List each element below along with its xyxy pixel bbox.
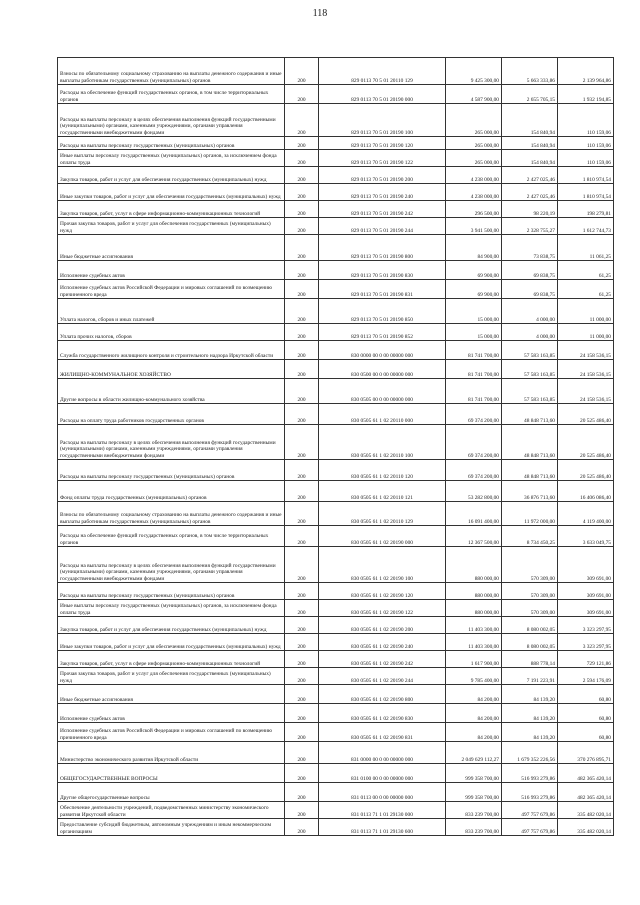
row-unexecuted-amount: 1 810 974,54 xyxy=(558,167,614,184)
row-approved-amount: 84 200,00 xyxy=(446,685,502,704)
table-row xyxy=(58,583,614,600)
row-unexecuted-amount: 20 525 486,40 xyxy=(558,425,614,460)
row-classification-code: 830 0505 61 1 02 20190 120 xyxy=(319,583,446,600)
table-row xyxy=(58,218,614,235)
row-executed-amount: 497 757 679,86 xyxy=(502,819,558,836)
row-executed-amount: 48 848 713,60 xyxy=(502,425,558,460)
row-admin-code: 200 xyxy=(285,704,319,723)
row-executed-amount: 7 191 223,91 xyxy=(502,668,558,685)
row-classification-code: 830 0505 61 1 02 20190 830 xyxy=(319,704,446,723)
table-row xyxy=(58,802,614,819)
row-executed-amount: 2 427 025,46 xyxy=(502,167,558,184)
row-executed-amount: 57 583 163,85 xyxy=(502,360,558,379)
row-approved-amount: 69 900,00 xyxy=(446,261,502,280)
table-row xyxy=(58,526,614,547)
row-unexecuted-amount: 20 525 486,40 xyxy=(558,404,614,425)
row-classification-code: 831 0113 00 0 00 00000 000 xyxy=(319,783,446,802)
row-name: Служба государственного жилищного контроля и строительного надзора Иркутской области xyxy=(58,341,285,360)
budget-execution-table xyxy=(57,57,614,836)
row-executed-amount: 4 000,00 xyxy=(502,299,558,324)
row-executed-amount: 570 309,00 xyxy=(502,547,558,583)
row-admin-code: 200 xyxy=(285,723,319,742)
table-row xyxy=(58,502,614,526)
table-row xyxy=(58,341,614,360)
row-admin-code: 200 xyxy=(285,651,319,668)
row-name: Прочая закупка товаров, работ и услуг для обеспечения государственных (муниципальных) нужд xyxy=(58,218,285,235)
row-approved-amount: 69 900,00 xyxy=(446,280,502,299)
row-classification-code: 829 0113 70 5 01 20190 100 xyxy=(319,104,446,137)
row-admin-code: 200 xyxy=(285,341,319,360)
table-body xyxy=(58,58,614,836)
row-approved-amount: 4 238 000,00 xyxy=(446,184,502,201)
table-row xyxy=(58,280,614,299)
row-classification-code: 830 0505 61 1 02 20190 200 xyxy=(319,617,446,634)
row-classification-code: 830 0505 61 1 02 20110 000 xyxy=(319,404,446,425)
table-row xyxy=(58,704,614,723)
row-unexecuted-amount: 11 000,00 xyxy=(558,324,614,341)
row-classification-code: 830 0505 61 1 02 20110 129 xyxy=(319,502,446,526)
row-approved-amount: 880 000,00 xyxy=(446,600,502,617)
row-name: Взносы по обязательному социальному страхованию на выплаты денежного содержания и иные выплаты работникам государственных (муниципальных) органов xyxy=(58,502,285,526)
row-classification-code: 830 0505 61 1 02 20190 800 xyxy=(319,685,446,704)
row-executed-amount: 84 139,20 xyxy=(502,723,558,742)
table-row xyxy=(58,764,614,783)
row-unexecuted-amount: 24 158 536,15 xyxy=(558,379,614,404)
row-unexecuted-amount: 60,80 xyxy=(558,723,614,742)
row-unexecuted-amount: 3 633 049,75 xyxy=(558,526,614,547)
row-unexecuted-amount: 20 525 486,40 xyxy=(558,460,614,481)
row-name: Исполнение судебных актов Российской Федерации и мировых соглашений по возмещению причиненного вреда xyxy=(58,723,285,742)
row-approved-amount: 81 741 700,00 xyxy=(446,379,502,404)
row-unexecuted-amount: 335 482 020,14 xyxy=(558,802,614,819)
row-approved-amount: 9 425 300,00 xyxy=(446,58,502,85)
row-approved-amount: 4 238 000,00 xyxy=(446,167,502,184)
row-unexecuted-amount: 24 158 536,15 xyxy=(558,341,614,360)
row-executed-amount: 69 838,75 xyxy=(502,261,558,280)
table-row xyxy=(58,651,614,668)
row-unexecuted-amount: 61,25 xyxy=(558,280,614,299)
row-name: Исполнение судебных актов xyxy=(58,261,285,280)
row-executed-amount: 8 080 002,05 xyxy=(502,617,558,634)
row-classification-code: 829 0113 70 5 01 20110 129 xyxy=(319,58,446,85)
table-row xyxy=(58,85,614,104)
row-admin-code: 200 xyxy=(285,150,319,167)
row-unexecuted-amount: 61,25 xyxy=(558,261,614,280)
row-approved-amount: 16 091 400,00 xyxy=(446,502,502,526)
row-classification-code: 829 0113 70 5 01 20190 244 xyxy=(319,218,446,235)
page-number: 118 xyxy=(312,8,328,19)
row-approved-amount: 69 374 200,00 xyxy=(446,425,502,460)
table-row xyxy=(58,167,614,184)
table-row xyxy=(58,783,614,802)
row-classification-code: 829 0113 70 5 01 20190 242 xyxy=(319,201,446,218)
row-approved-amount: 296 500,00 xyxy=(446,201,502,218)
row-executed-amount: 570 309,00 xyxy=(502,600,558,617)
row-admin-code: 200 xyxy=(285,104,319,137)
table-row xyxy=(58,634,614,651)
row-admin-code: 200 xyxy=(285,58,319,85)
row-name: Закупка товаров, работ и услуг для обеспечения государственных (муниципальных) нужд xyxy=(58,617,285,634)
row-name: Иные бюджетные ассигнования xyxy=(58,235,285,261)
row-approved-amount: 880 000,00 xyxy=(446,583,502,600)
row-executed-amount: 497 757 679,86 xyxy=(502,802,558,819)
row-admin-code: 200 xyxy=(285,783,319,802)
row-classification-code: 829 0113 70 5 01 20190 831 xyxy=(319,280,446,299)
row-executed-amount: 73 838,75 xyxy=(502,235,558,261)
row-name: Расходы на выплаты персоналу государственных (муниципальных) органов xyxy=(58,583,285,600)
table-row xyxy=(58,819,614,836)
row-name: Расходы на выплаты персоналу в целях обеспечения выполнения функций государственными (муниципальными) органами, казенными учреждениями, органами управления государственными внебюджетными фондами xyxy=(58,425,285,460)
row-classification-code: 830 0000 00 0 00 00000 000 xyxy=(319,341,446,360)
row-approved-amount: 265 000,00 xyxy=(446,137,502,150)
row-admin-code: 200 xyxy=(285,617,319,634)
row-unexecuted-amount: 60,80 xyxy=(558,704,614,723)
row-admin-code: 200 xyxy=(285,137,319,150)
row-executed-amount: 36 876 713,60 xyxy=(502,481,558,502)
row-admin-code: 200 xyxy=(285,526,319,547)
row-admin-code: 200 xyxy=(285,379,319,404)
row-name: Взносы по обязательному социальному страхованию на выплаты денежного содержания и иные выплаты работникам государственных (муниципальных) органов xyxy=(58,58,285,85)
row-executed-amount: 5 663 333,86 xyxy=(502,58,558,85)
row-approved-amount: 265 000,00 xyxy=(446,150,502,167)
row-executed-amount: 4 000,00 xyxy=(502,324,558,341)
row-name: Министерство экономического развития Иркутской области xyxy=(58,742,285,764)
row-admin-code: 200 xyxy=(285,425,319,460)
row-approved-amount: 4 587 900,00 xyxy=(446,85,502,104)
row-name: Иные бюджетные ассигнования xyxy=(58,685,285,704)
row-classification-code: 829 0113 70 5 01 20190 120 xyxy=(319,137,446,150)
row-unexecuted-amount: 4 119 400,00 xyxy=(558,502,614,526)
table-row xyxy=(58,360,614,379)
table-row xyxy=(58,58,614,85)
row-unexecuted-amount: 729 121,86 xyxy=(558,651,614,668)
row-admin-code: 200 xyxy=(285,583,319,600)
row-name: Расходы на выплаты персоналу в целях обеспечения выполнения функций государственными (муниципальными) органами, казенными учреждениями, органами управления государственными внебюджетными фондами xyxy=(58,547,285,583)
row-approved-amount: 15 000,00 xyxy=(446,324,502,341)
row-classification-code: 831 0100 00 0 00 00000 000 xyxy=(319,764,446,783)
row-name: Другие общегосударственные вопросы xyxy=(58,783,285,802)
row-approved-amount: 999 358 700,00 xyxy=(446,764,502,783)
table-row xyxy=(58,104,614,137)
row-classification-code: 830 0505 61 1 02 20190 242 xyxy=(319,651,446,668)
row-executed-amount: 516 993 279,86 xyxy=(502,783,558,802)
row-name: Прочая закупка товаров, работ и услуг для обеспечения государственных (муниципальных) нужд xyxy=(58,668,285,685)
table-row xyxy=(58,600,614,617)
row-name: Предоставление субсидий бюджетным, автономным учреждениям и иным некоммерческим организациям xyxy=(58,819,285,836)
row-unexecuted-amount: 3 323 297,95 xyxy=(558,617,614,634)
row-classification-code: 831 0113 71 1 01 29130 000 xyxy=(319,802,446,819)
row-classification-code: 829 0113 70 5 01 20190 800 xyxy=(319,235,446,261)
row-executed-amount: 154 840,94 xyxy=(502,150,558,167)
row-classification-code: 830 0505 61 1 02 20190 100 xyxy=(319,547,446,583)
row-admin-code: 200 xyxy=(285,324,319,341)
row-admin-code: 200 xyxy=(285,685,319,704)
row-name: Иные выплаты персоналу государственных (муниципальных) органов, за исключением фонда оплаты труда xyxy=(58,150,285,167)
row-classification-code: 829 0113 70 5 01 20190 240 xyxy=(319,184,446,201)
row-classification-code: 830 0505 61 1 02 20190 244 xyxy=(319,668,446,685)
row-classification-code: 831 0000 00 0 00 00000 000 xyxy=(319,742,446,764)
table-row xyxy=(58,299,614,324)
row-classification-code: 829 0113 70 5 01 20190 122 xyxy=(319,150,446,167)
row-name: Фонд оплаты труда государственных (муниципальных) органов xyxy=(58,481,285,502)
row-unexecuted-amount: 1 810 974,54 xyxy=(558,184,614,201)
row-unexecuted-amount: 370 276 895,71 xyxy=(558,742,614,764)
table-row xyxy=(58,404,614,425)
row-name: Расходы на оплату труда работников государственных органов xyxy=(58,404,285,425)
table-row xyxy=(58,184,614,201)
row-approved-amount: 880 000,00 xyxy=(446,547,502,583)
row-approved-amount: 3 941 500,00 xyxy=(446,218,502,235)
row-classification-code: 830 0505 61 1 02 20190 000 xyxy=(319,526,446,547)
row-classification-code: 830 0505 61 1 02 20110 100 xyxy=(319,425,446,460)
row-classification-code: 829 0113 70 5 01 20190 200 xyxy=(319,167,446,184)
row-unexecuted-amount: 11 061,25 xyxy=(558,235,614,261)
row-approved-amount: 84 200,00 xyxy=(446,704,502,723)
row-approved-amount: 265 000,00 xyxy=(446,104,502,137)
row-classification-code: 829 0113 70 5 01 20190 830 xyxy=(319,261,446,280)
table-row xyxy=(58,261,614,280)
row-name: Другие вопросы в области жилищно-коммунального хозяйства xyxy=(58,379,285,404)
row-executed-amount: 154 840,94 xyxy=(502,137,558,150)
row-classification-code: 830 0505 61 1 02 20110 120 xyxy=(319,460,446,481)
table-row xyxy=(58,235,614,261)
row-approved-amount: 833 239 700,00 xyxy=(446,819,502,836)
row-unexecuted-amount: 482 365 420,14 xyxy=(558,764,614,783)
row-approved-amount: 11 403 300,00 xyxy=(446,617,502,634)
table-row xyxy=(58,425,614,460)
row-admin-code: 200 xyxy=(285,668,319,685)
row-unexecuted-amount: 60,80 xyxy=(558,685,614,704)
row-classification-code: 830 0505 00 0 00 00000 000 xyxy=(319,379,446,404)
row-admin-code: 200 xyxy=(285,460,319,481)
row-unexecuted-amount: 1 612 744,73 xyxy=(558,218,614,235)
row-unexecuted-amount: 335 482 020,14 xyxy=(558,819,614,836)
table-row xyxy=(58,668,614,685)
row-admin-code: 200 xyxy=(285,502,319,526)
row-executed-amount: 84 139,20 xyxy=(502,704,558,723)
row-executed-amount: 57 583 163,85 xyxy=(502,341,558,360)
row-unexecuted-amount: 309 691,00 xyxy=(558,583,614,600)
table-row xyxy=(58,150,614,167)
table-row xyxy=(58,137,614,150)
row-admin-code: 200 xyxy=(285,764,319,783)
row-classification-code: 829 0113 70 5 01 20190 852 xyxy=(319,324,446,341)
row-executed-amount: 570 309,00 xyxy=(502,583,558,600)
row-unexecuted-amount: 11 000,00 xyxy=(558,299,614,324)
row-name: Расходы на выплаты персоналу в целях обеспечения выполнения функций государственными (муниципальными) органами, казенными учреждениями, органами управления государственными внебюджетными фондами xyxy=(58,104,285,137)
row-unexecuted-amount: 309 691,00 xyxy=(558,600,614,617)
row-admin-code: 200 xyxy=(285,261,319,280)
row-admin-code: 200 xyxy=(285,235,319,261)
row-admin-code: 200 xyxy=(285,360,319,379)
row-name: Закупка товаров, работ и услуг для обеспечения государственных (муниципальных) нужд xyxy=(58,167,285,184)
row-approved-amount: 999 358 700,00 xyxy=(446,783,502,802)
row-approved-amount: 84 900,00 xyxy=(446,235,502,261)
row-admin-code: 200 xyxy=(285,547,319,583)
row-approved-amount: 2 049 629 112,27 xyxy=(446,742,502,764)
table-row xyxy=(58,723,614,742)
row-executed-amount: 57 583 163,85 xyxy=(502,379,558,404)
row-unexecuted-amount: 2 139 964,86 xyxy=(558,58,614,85)
row-admin-code: 200 xyxy=(285,167,319,184)
row-unexecuted-amount: 198 279,81 xyxy=(558,201,614,218)
row-classification-code: 831 0113 71 1 01 29130 600 xyxy=(319,819,446,836)
table-row xyxy=(58,617,614,634)
row-unexecuted-amount: 482 365 420,14 xyxy=(558,783,614,802)
row-name: ОБЩЕГОСУДАРСТВЕННЫЕ ВОПРОСЫ xyxy=(58,764,285,783)
row-approved-amount: 12 367 500,00 xyxy=(446,526,502,547)
row-approved-amount: 1 617 900,00 xyxy=(446,651,502,668)
row-admin-code: 200 xyxy=(285,85,319,104)
row-admin-code: 200 xyxy=(285,201,319,218)
row-approved-amount: 69 374 200,00 xyxy=(446,404,502,425)
table-row xyxy=(58,547,614,583)
table-row xyxy=(58,379,614,404)
row-executed-amount: 2 328 755,27 xyxy=(502,218,558,235)
row-approved-amount: 81 741 700,00 xyxy=(446,341,502,360)
row-executed-amount: 98 220,19 xyxy=(502,201,558,218)
row-unexecuted-amount: 1 932 194,85 xyxy=(558,85,614,104)
row-executed-amount: 516 993 279,86 xyxy=(502,764,558,783)
row-classification-code: 830 0505 61 1 02 20190 831 xyxy=(319,723,446,742)
row-unexecuted-amount: 3 323 297,95 xyxy=(558,634,614,651)
row-admin-code: 200 xyxy=(285,481,319,502)
row-approved-amount: 53 282 800,00 xyxy=(446,481,502,502)
row-approved-amount: 84 200,00 xyxy=(446,723,502,742)
table-row xyxy=(58,481,614,502)
row-classification-code: 830 0505 61 1 02 20110 121 xyxy=(319,481,446,502)
row-admin-code: 200 xyxy=(285,819,319,836)
row-unexecuted-amount: 110 159,06 xyxy=(558,137,614,150)
row-classification-code: 830 0505 61 1 02 20190 240 xyxy=(319,634,446,651)
row-name: ЖИЛИЩНО-КОММУНАЛЬНОЕ ХОЗЯЙСТВО xyxy=(58,360,285,379)
row-admin-code: 200 xyxy=(285,280,319,299)
row-unexecuted-amount: 2 594 176,09 xyxy=(558,668,614,685)
table-row xyxy=(58,460,614,481)
row-admin-code: 200 xyxy=(285,218,319,235)
table-row xyxy=(58,685,614,704)
row-name: Исполнение судебных актов xyxy=(58,704,285,723)
row-executed-amount: 154 840,94 xyxy=(502,104,558,137)
table-row xyxy=(58,324,614,341)
row-name: Исполнение судебных актов Российской Федерации и мировых соглашений по возмещению причиненного вреда xyxy=(58,280,285,299)
row-unexecuted-amount: 110 159,06 xyxy=(558,150,614,167)
row-approved-amount: 69 374 200,00 xyxy=(446,460,502,481)
row-admin-code: 200 xyxy=(285,404,319,425)
row-executed-amount: 69 838,75 xyxy=(502,280,558,299)
row-executed-amount: 48 848 713,60 xyxy=(502,460,558,481)
row-executed-amount: 2 655 705,15 xyxy=(502,85,558,104)
row-executed-amount: 84 139,20 xyxy=(502,685,558,704)
row-name: Расходы на обеспечение функций государственных органов, в том числе территориальных органов xyxy=(58,526,285,547)
row-unexecuted-amount: 110 159,06 xyxy=(558,104,614,137)
row-classification-code: 829 0113 70 5 01 20190 850 xyxy=(319,299,446,324)
row-approved-amount: 81 741 700,00 xyxy=(446,360,502,379)
row-executed-amount: 2 427 025,46 xyxy=(502,184,558,201)
row-name: Закупка товаров, работ, услуг в сфере информационно-коммуникационных технологий xyxy=(58,201,285,218)
row-name: Обеспечение деятельности учреждений, подведомственных министерству экономического развития Иркутской области xyxy=(58,802,285,819)
row-executed-amount: 48 848 713,60 xyxy=(502,404,558,425)
row-name: Расходы на обеспечение функций государственных органов, в том числе территориальных органов xyxy=(58,85,285,104)
row-admin-code: 200 xyxy=(285,299,319,324)
row-classification-code: 830 0505 61 1 02 20190 122 xyxy=(319,600,446,617)
row-approved-amount: 11 403 300,00 xyxy=(446,634,502,651)
row-approved-amount: 833 239 700,00 xyxy=(446,802,502,819)
row-unexecuted-amount: 309 691,00 xyxy=(558,547,614,583)
table-row xyxy=(58,742,614,764)
row-executed-amount: 1 679 352 226,56 xyxy=(502,742,558,764)
row-executed-amount: 11 972 000,00 xyxy=(502,502,558,526)
row-admin-code: 200 xyxy=(285,634,319,651)
row-admin-code: 200 xyxy=(285,600,319,617)
row-admin-code: 200 xyxy=(285,802,319,819)
table-row xyxy=(58,201,614,218)
row-unexecuted-amount: 16 406 086,40 xyxy=(558,481,614,502)
row-name: Уплата прочих налогов, сборов xyxy=(58,324,285,341)
row-name: Расходы на выплаты персоналу государственных (муниципальных) органов xyxy=(58,460,285,481)
row-name: Уплата налогов, сборов и иных платежей xyxy=(58,299,285,324)
row-approved-amount: 15 000,00 xyxy=(446,299,502,324)
row-approved-amount: 9 785 400,00 xyxy=(446,668,502,685)
row-executed-amount: 888 778,14 xyxy=(502,651,558,668)
row-name: Иные закупки товаров, работ и услуг для обеспечения государственных (муниципальных) нужд xyxy=(58,184,285,201)
row-executed-amount: 8 734 450,25 xyxy=(502,526,558,547)
row-name: Иные выплаты персоналу государственных (муниципальных) органов, за исключением фонда оплаты труда xyxy=(58,600,285,617)
row-admin-code: 200 xyxy=(285,184,319,201)
row-unexecuted-amount: 24 158 536,15 xyxy=(558,360,614,379)
row-name: Расходы на выплаты персоналу государственных (муниципальных) органов xyxy=(58,137,285,150)
row-executed-amount: 8 080 002,05 xyxy=(502,634,558,651)
row-name: Закупка товаров, работ, услуг в сфере информационно-коммуникационных технологий xyxy=(58,651,285,668)
row-classification-code: 829 0113 70 5 01 20190 000 xyxy=(319,85,446,104)
row-name: Иные закупки товаров, работ и услуг для обеспечения государственных (муниципальных) нужд xyxy=(58,634,285,651)
row-admin-code: 200 xyxy=(285,742,319,764)
row-classification-code: 830 0500 00 0 00 00000 000 xyxy=(319,360,446,379)
